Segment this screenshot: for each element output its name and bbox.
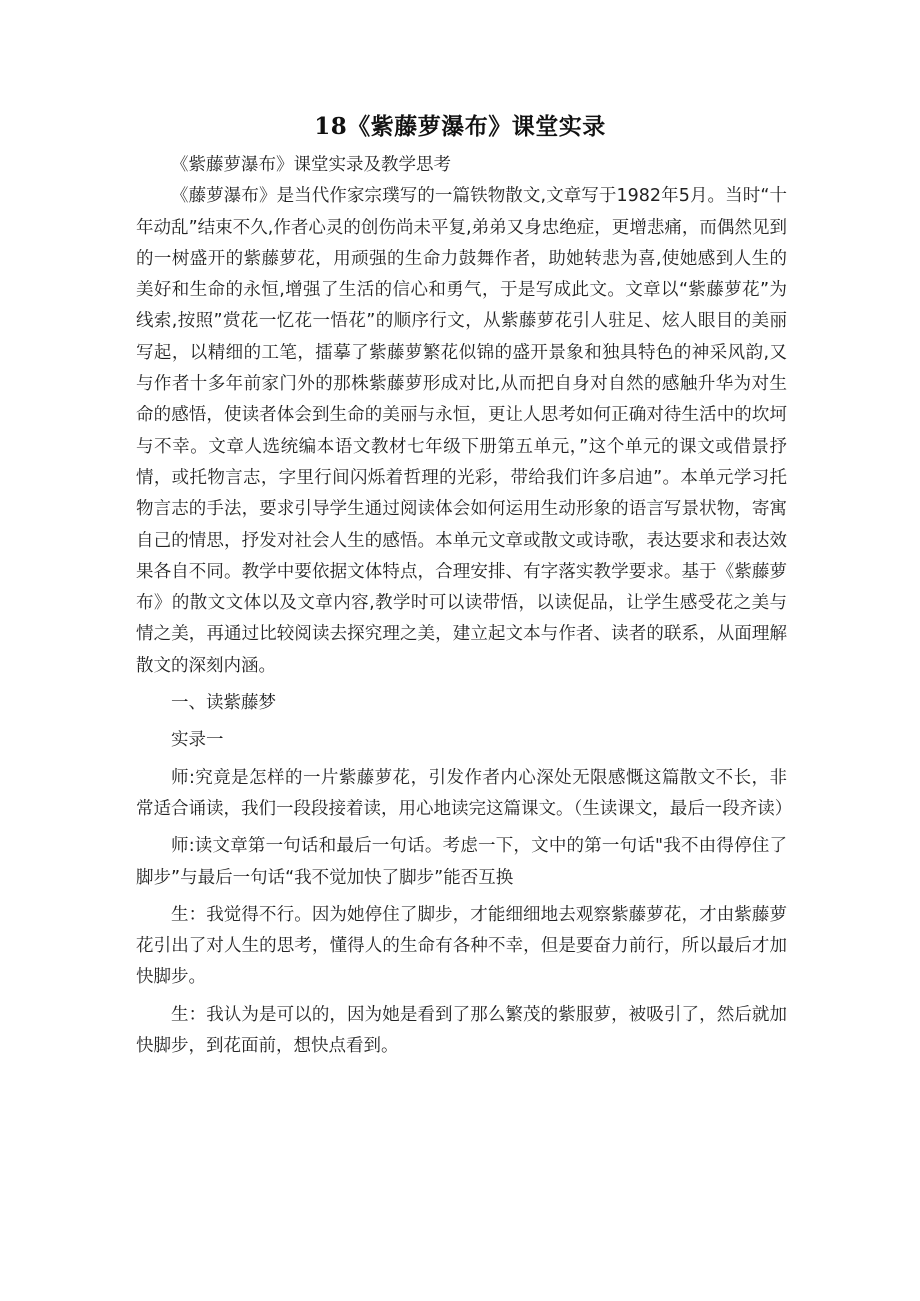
dialog-paragraph: 生：我认为是可以的，因为她是看到了那么繁茂的紫服萝，被吸引了，然后就加快脚步，到花面前，想快点看到。 — [136, 1004, 787, 1057]
intro-paragraph: 《藤萝瀑布》是当代作家宗璞写的一篇铁物散文,文章写于1982年5月。当时“十年动乱”结束不久,作者心灵的创伤尚未平复,弟弟又身忠绝症，更增悲痛，而偶然见到的一树盛开的紫藤萝花，用顽强的生命力鼓舞作者，助她转悲为喜,使她感到人生的美好和生命的永恒,增强了生活的信心和勇气，于是写成此文。文章以“紫藤萝花”为线索,按照”赏花一忆花一悟花”的顺序行文，从紫藤萝花引人驻足、炫人眼目的美丽写起，以精细的工笔，擂摹了紫藤萝繁花似锦的盛开景象和独具特色的神采风韵,又与作者十多年前家门外的那株紫藤萝形成对比,从而把自身对自然的感触升华为对生命的感悟，使读者体会到生命的美丽与永恒，更让人思考如何正确对待生活中的坎坷与不幸。文章人选统编本语文教材七年级下册第五单元，”这个单元的课文或借景抒情，或托物言志，字里行间闪烁着哲理的光彩，带给我们许多启迪”。本单元学习托物言志的手法，要求引导学生通过阅读体会如何运用生动形象的语言写景状物，寄寓自己的情思，抒发对社会人生的感悟。本单元文章或散文或诗歌，表达要求和表达效果各自不同。教学中要依据文体特点，合理安排、有字落实教学要求。基于《紫藤萝布》的散文文体以及文章内容,教学时可以读带悟，以读促品，让学生感受花之美与情之美，再通过比较阅读去探究理之美，建立起文本与作者、读者的联系，从面理解散文的深刻内涵。 — [136, 186, 787, 676]
section-heading: 一、读紫藤梦 — [171, 693, 276, 714]
dialog-paragraph: 师:究竟是怎样的一片紫藤萝花，引发作者内心深处无限感慨这篇散文不长，非常适合诵读，我们一段段接着读，用心地读完这篇课文。（生读课文，最后一段齐读） — [136, 767, 793, 819]
document-title: 18《紫藤萝瀑布》课堂实录 — [314, 113, 606, 140]
subtitle-paragraph: 《紫藤萝瀑布》课堂实录及教学思考 — [171, 155, 451, 175]
dialog-paragraph: 生：我觉得不行。因为她停住了脚步，才能细细地去观察紫藤萝花，才由紫藤萝花引出了对人生的思考，懂得人的生命有各种不幸，但是要奋力前行，所以最后才加快脚步。 — [136, 904, 787, 988]
record-heading: 实录一 — [171, 730, 224, 751]
dialog-paragraph: 师:读文章第一句话和最后一句话。考虑一下，文中的第一句话"我不由得停住了脚步”与最后一句话“我不觉加快了脚步”能否互换 — [136, 836, 787, 888]
document-body — [136, 150, 793, 1062]
